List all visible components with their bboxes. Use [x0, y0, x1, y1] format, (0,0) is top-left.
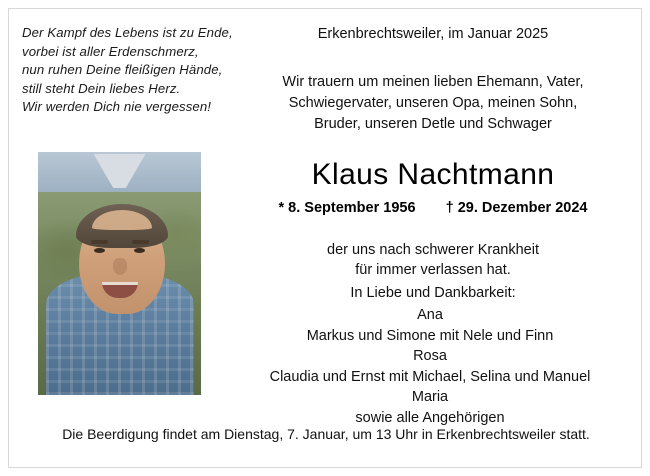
poem-line: vorbei ist aller Erdenschmerz,: [22, 43, 199, 59]
poem-line: Wir werden Dich nie vergessen!: [22, 99, 212, 114]
intro-line: Wir trauern um meinen lieben Ehemann, Vater,: [282, 74, 584, 90]
poem-line: still steht Dein liebes Herz.: [22, 80, 181, 96]
photo-eyebrow-left: [91, 240, 108, 244]
farewell-line: der uns nach schwerer Krankheit: [327, 242, 539, 258]
memorial-poem: [22, 24, 254, 117]
funeral-details: Die Beerdigung findet am Dienstag, 7. Januar, um 13 Uhr in Erkenbrechtsweiler statt.: [62, 426, 590, 442]
photo-eyebrow-right: [132, 240, 149, 244]
mourning-intro: [236, 72, 630, 135]
death-date: † 29. Dezember 2024: [445, 200, 588, 216]
deceased-name: Klaus Nachtmann: [311, 158, 555, 191]
photo-eye-left: [94, 248, 105, 253]
family-list-item: Maria: [411, 389, 449, 405]
portrait-photo: [38, 152, 201, 395]
place-and-date: Erkenbrechtsweiler, im Januar 2025: [317, 26, 549, 42]
family-list-item: Rosa: [413, 348, 447, 364]
family-heading: In Liebe und Dankbarkeit:: [350, 285, 516, 301]
poem-line: Der Kampf des Lebens ist zu Ende,: [22, 25, 233, 40]
family-list-item: Claudia und Ernst mit Michael, Selina und Manuel: [269, 368, 591, 385]
intro-line: Bruder, unseren Detle und Schwager: [314, 116, 552, 132]
farewell-text: [236, 240, 630, 280]
farewell-line: für immer verlassen hat.: [355, 262, 511, 278]
birth-date: * 8. September 1956: [278, 200, 416, 216]
poem-line: nun ruhen Deine fleißigen Hände,: [22, 62, 223, 77]
photo-nose: [113, 258, 127, 275]
family-list-item: Markus und Simone mit Nele und Finn: [306, 327, 554, 344]
family-list-item: sowie alle Angehörigen: [355, 409, 505, 426]
life-dates: [236, 200, 630, 216]
family-list-item: Ana: [417, 307, 443, 323]
photo-eye-right: [134, 248, 145, 253]
intro-line: Schwiegervater, unseren Opa, meinen Sohn,: [288, 95, 578, 111]
family-list: [216, 305, 644, 428]
